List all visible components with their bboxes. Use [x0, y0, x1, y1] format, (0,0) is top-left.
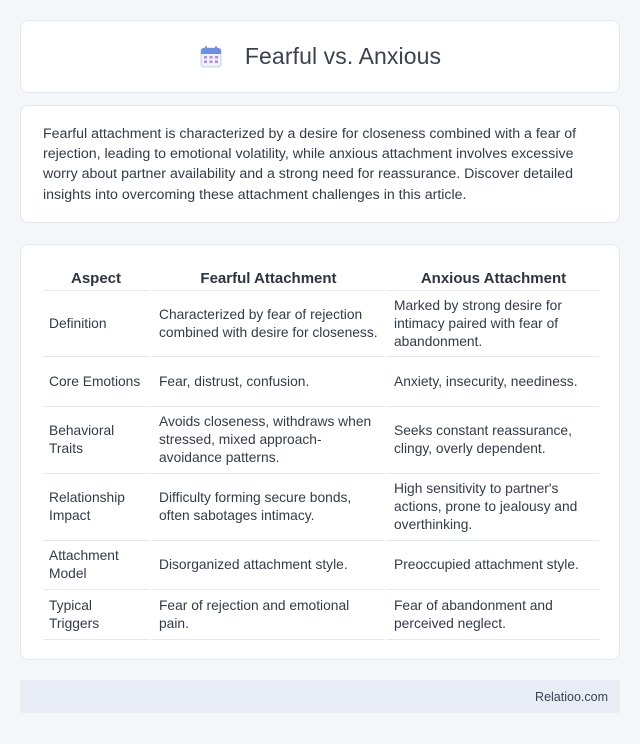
row-anxious: Marked by strong desire for intimacy paired with fear of abandonment.: [384, 291, 599, 357]
row-fearful: Avoids closeness, withdraws when stressed, mixed approach-avoidance patterns.: [149, 407, 384, 474]
row-fearful: Characterized by fear of rejection combined with desire for closeness.: [149, 291, 384, 357]
header-aspect: Aspect: [43, 265, 149, 291]
row-aspect: Relationship Impact: [43, 474, 149, 541]
table-row: [43, 474, 599, 541]
row-aspect: Core Emotions: [43, 357, 149, 407]
header-anxious: Anxious Attachment: [384, 265, 599, 291]
comparison-table: [43, 265, 599, 640]
row-anxious: Preoccupied attachment style.: [384, 541, 599, 590]
title-row: [199, 43, 441, 70]
table-header-row: [43, 265, 599, 291]
row-fearful: Fear, distrust, confusion.: [149, 357, 384, 407]
table-row: [43, 291, 599, 357]
header-fearful: Fearful Attachment: [149, 265, 384, 291]
table-row: [43, 541, 599, 590]
intro-card: [20, 105, 620, 223]
intro-paragraph: Fearful attachment is characterized by a desire for closeness combined with a fear of rejection, leading to emotional volatility, while anxious attachment involves excessive worry about partner availability and a strong need for reassurance. Discover detailed insights into overcoming these attachment challenges in this article.: [43, 126, 577, 203]
footer-brand: Relatioo.com: [535, 689, 608, 704]
page-title: Fearful vs. Anxious: [244, 43, 442, 69]
row-aspect: Definition: [43, 291, 149, 357]
title-card: [20, 20, 620, 93]
table-row: [43, 590, 599, 640]
row-anxious: High sensitivity to partner's actions, prone to jealousy and overthinking.: [384, 474, 599, 541]
calendar-icon: [199, 45, 223, 69]
row-aspect: Typical Triggers: [43, 590, 149, 640]
row-fearful: Disorganized attachment style.: [149, 541, 384, 590]
row-anxious: Anxiety, insecurity, neediness.: [384, 357, 599, 407]
row-aspect: Behavioral Traits: [43, 407, 149, 474]
footer: [20, 680, 620, 713]
table-row: [43, 407, 599, 474]
table-row: [43, 357, 599, 407]
row-fearful: Fear of rejection and emotional pain.: [149, 590, 384, 640]
row-aspect: Attachment Model: [43, 541, 149, 590]
comparison-card: [20, 244, 620, 660]
row-anxious: Fear of abandonment and perceived neglect.: [384, 590, 599, 640]
row-anxious: Seeks constant reassurance, clingy, overly dependent.: [384, 407, 599, 474]
row-fearful: Difficulty forming secure bonds, often sabotages intimacy.: [149, 474, 384, 541]
